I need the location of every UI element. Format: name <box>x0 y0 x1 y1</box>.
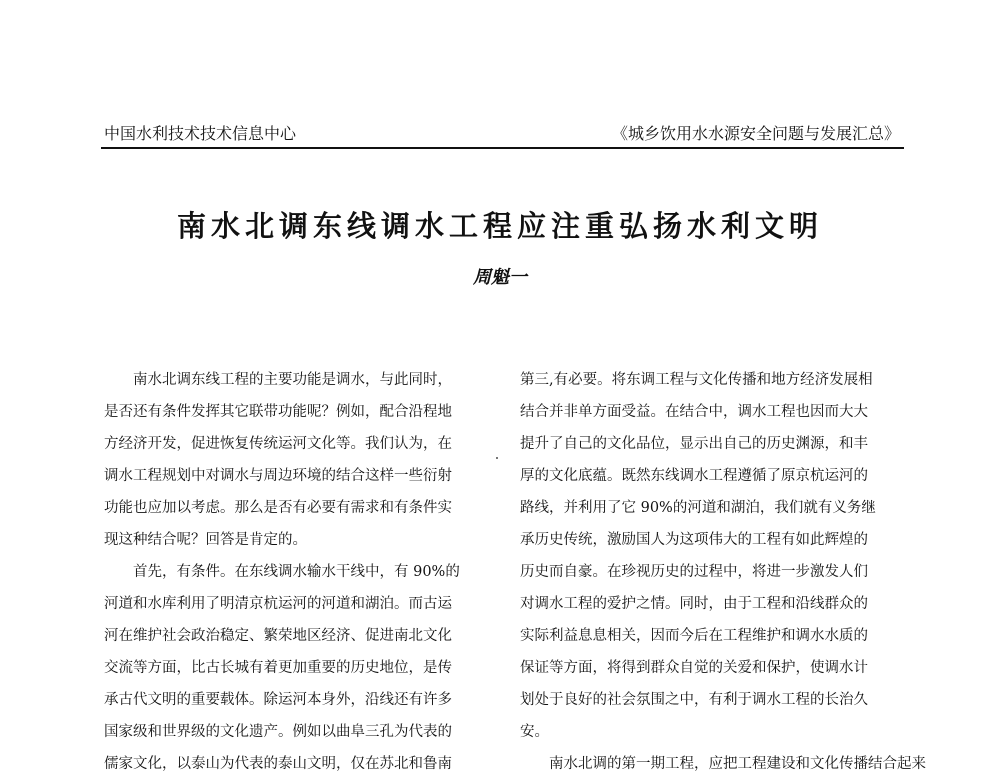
scan-speck <box>496 457 498 459</box>
header-rule <box>101 147 904 149</box>
text-line: 安。 <box>520 724 549 740</box>
text-line: 儒家文化，以泰山为代表的泰山文明，仅在苏北和鲁南 <box>104 756 452 772</box>
text-line: 河道和水库利用了明清京杭运河的河道和湖泊。而古运 <box>104 596 452 612</box>
text-line: 第三,有必要。将东调工程与文化传播和地方经济发展相 <box>520 372 873 388</box>
text-line: 划处于良好的社会氛围之中，有利于调水工程的长治久 <box>520 692 868 708</box>
header-publisher: 中国水利技术技术信息中心 <box>104 124 297 143</box>
text-line: 路线，并利用了它 90%的河道和湖泊，我们就有义务继 <box>520 500 876 516</box>
text-line: 对调水工程的爱护之情。同时，由于工程和沿线群众的 <box>520 596 868 612</box>
text-line: 实际利益息息相关，因而今后在工程维护和调水水质的 <box>520 628 868 644</box>
text-line: 厚的文化底蕴。既然东线调水工程遵循了原京杭运河的 <box>520 468 868 484</box>
running-header <box>104 121 904 147</box>
text-line: 河在维护社会政治稳定、繁荣地区经济、促进南北文化 <box>104 628 452 644</box>
text-line: 国家级和世界级的文化遗产。例如以曲阜三孔为代表的 <box>104 724 452 740</box>
text-line: 承古代文明的重要载体。除运河本身外，沿线还有许多 <box>104 692 452 708</box>
article-title: 南水北调东线调水工程应注重弘扬水利文明 <box>176 209 823 243</box>
left-column <box>104 364 474 780</box>
text-line: 历史而自豪。在珍视历史的过程中，将进一步激发人们 <box>520 564 868 580</box>
text-line: 交流等方面，比古长城有着更加重要的历史地位，是传 <box>104 660 452 676</box>
header-collection-title: 《城乡饮用水水源安全问题与发展汇总》 <box>611 124 900 143</box>
text-line: 现这种结合呢？回答是肯定的。 <box>104 532 307 548</box>
text-line: 首先，有条件。在东线调水输水干线中，有 90%的 <box>133 564 460 580</box>
text-line: 方经济开发，促进恢复传统运河文化等。我们认为，在 <box>104 436 452 452</box>
article-author: 周魁一 <box>473 267 527 288</box>
text-line: 提升了自己的文化品位，显示出自己的历史渊源，和丰 <box>520 436 868 452</box>
text-line: 功能也应加以考虑。那么是否有必要有需求和有条件实 <box>104 500 452 516</box>
text-line: 承历史传统，激励国人为这项伟大的工程有如此辉煌的 <box>520 532 868 548</box>
right-column <box>520 364 926 780</box>
text-line: 南水北调的第一期工程，应把工程建设和文化传播结合起来 <box>549 756 926 772</box>
text-line: 是否还有条件发挥其它联带功能呢？例如，配合沿程地 <box>104 404 452 420</box>
text-line: 南水北调东线工程的主要功能是调水，与此同时， <box>133 372 452 388</box>
text-line: 结合并非单方面受益。在结合中，调水工程也因而大大 <box>520 404 868 420</box>
text-line: 调水工程规划中对调水与周边环境的结合这样一些衍射 <box>104 468 452 484</box>
text-line: 保证等方面，将得到群众自觉的关爱和保护，使调水计 <box>520 660 868 676</box>
